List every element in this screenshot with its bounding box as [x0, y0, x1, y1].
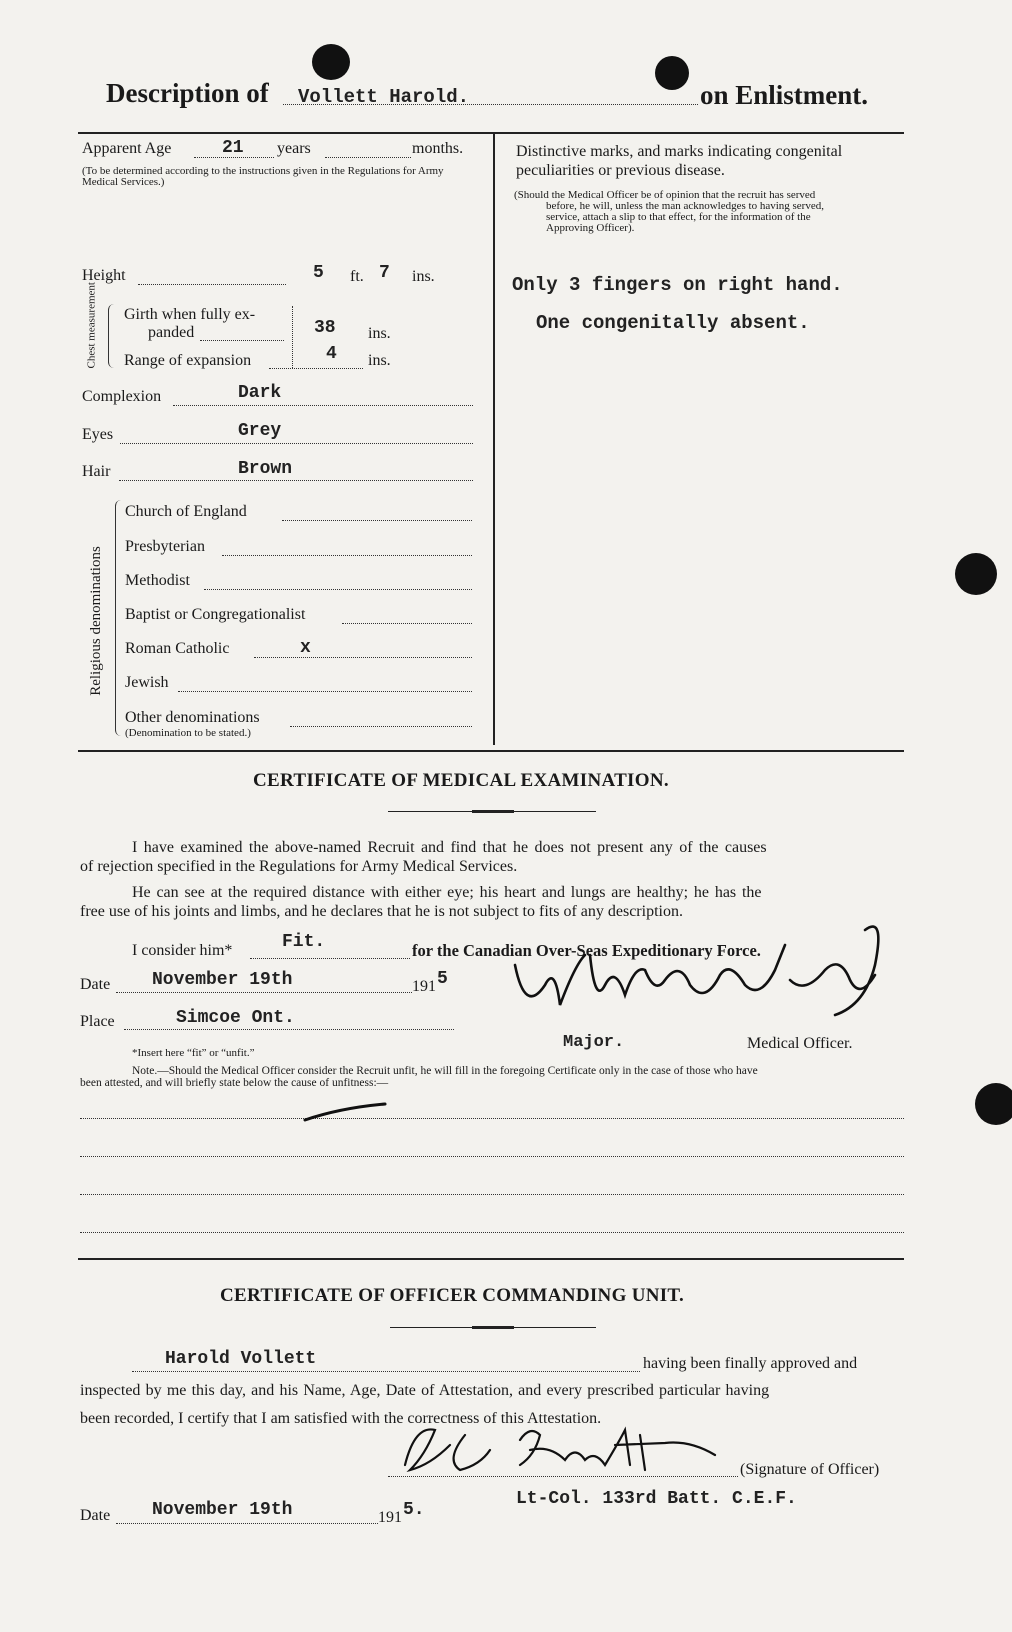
punch-hole-top-left — [312, 44, 350, 80]
religion-side-label — [87, 541, 105, 701]
header-prefix: Description of — [106, 78, 269, 108]
other-note: (Denomination to be stated.) — [125, 727, 251, 739]
range-ins-label: ins. — [368, 352, 391, 369]
medical-officer-label: Medical Officer. — [747, 1035, 853, 1052]
marks-line-2: One congenitally absent. — [536, 312, 810, 334]
religion-side-text: Religious denominations — [88, 546, 104, 696]
medical-title-rule-bold — [472, 810, 514, 813]
medical-title: CERTIFICATE OF MEDICAL EXAMINATION. — [253, 770, 669, 791]
years-label: years — [277, 140, 311, 157]
hair-label: Hair — [82, 463, 111, 480]
religion-item-methodist: Methodist — [125, 572, 190, 589]
eyes-dots — [120, 443, 473, 444]
chest-label: Chest measurement — [85, 282, 98, 369]
section-rule-2 — [78, 1258, 904, 1260]
medical-para1-line2: of rejection specified in the Regulations for Army Medical Services. — [80, 858, 518, 875]
commanding-date-label: Date — [80, 1507, 111, 1524]
medical-date-value: November 19th — [152, 970, 293, 990]
unfit-line-1 — [80, 1118, 904, 1119]
punch-hole-top-right — [655, 56, 689, 90]
baptist-dots — [342, 623, 472, 624]
commanding-date-value: November 19th — [152, 1500, 293, 1520]
punch-hole-right-2 — [975, 1083, 1012, 1125]
commanding-line3: been recorded, I certify that I am satisfied with the correctness of this Attestation. — [80, 1410, 602, 1427]
medical-date-label: Date — [80, 976, 111, 993]
marks-note-3: service, attach a slip to that effect, for the information of the — [546, 211, 811, 223]
girth-label-1: Girth when fully ex- — [124, 306, 256, 323]
height-ft: 5 — [313, 263, 324, 283]
marks-line-1: Only 3 fingers on right hand. — [512, 274, 843, 296]
top-rule — [78, 132, 904, 134]
medical-year-prefix: 191 — [412, 978, 436, 995]
other-dots — [290, 726, 472, 727]
consider-dots — [250, 958, 410, 959]
religion-item-baptist: Baptist or Congregationalist — [125, 606, 306, 623]
girth-value: 38 — [314, 318, 336, 338]
girth-rule — [292, 306, 294, 368]
recruit-name-dots — [132, 1371, 640, 1372]
punch-hole-right-1 — [955, 553, 997, 595]
header-name: Vollett Harold. — [298, 86, 470, 108]
complexion-value: Dark — [238, 383, 282, 403]
age-note: (To be determined according to the instructions given in the Regulations for Army Medical Services.) — [82, 165, 444, 188]
marks-note-2: before, he will, unless the man acknowledges to having served, — [546, 200, 824, 212]
consider-value: Fit. — [282, 932, 326, 952]
medical-officer-rank: Major. — [563, 1033, 625, 1052]
months-dots — [325, 157, 411, 158]
months-label: months. — [412, 140, 464, 157]
ft-label: ft. — [350, 268, 364, 285]
medical-para1-line1: I have examined the above-named Recruit and find that he does not present any of the causes — [132, 839, 767, 856]
range-label: Range of expansion — [124, 352, 252, 369]
complexion-dots — [173, 405, 473, 406]
commanding-title: CERTIFICATE OF OFFICER COMMANDING UNIT. — [220, 1285, 685, 1306]
marks-note-4: Approving Officer). — [546, 222, 635, 234]
commanding-date-dots — [116, 1523, 378, 1524]
medical-place-label: Place — [80, 1013, 115, 1030]
girth-label-2: panded — [148, 324, 195, 341]
girth-dots — [200, 340, 284, 341]
religion-item-presbyterian: Presbyterian — [125, 538, 205, 555]
marks-heading-1: Distinctive marks, and marks indicating congenital — [516, 143, 843, 160]
consider-label: I consider him* — [132, 942, 233, 959]
height-in: 7 — [379, 263, 390, 283]
unfit-line-4 — [80, 1232, 904, 1233]
unfit-line-2 — [80, 1156, 904, 1157]
height-label: Height — [82, 267, 126, 284]
signature-label: (Signature of Officer) — [740, 1461, 880, 1478]
force-label: for the Canadian Over-Seas Expeditionary Force. — [412, 941, 761, 960]
hair-value: Brown — [238, 459, 293, 479]
religion-item-other: Other denominations — [125, 709, 260, 726]
presbyterian-dots — [222, 555, 472, 556]
commanding-year-prefix: 191 — [378, 1509, 402, 1526]
commanding-title-rule-bold — [472, 1326, 514, 1329]
height-ins-label: ins. — [412, 268, 435, 285]
hair-dots — [119, 480, 473, 481]
commanding-line1-end: having been finally approved and — [643, 1355, 858, 1372]
complexion-label: Complexion — [82, 388, 162, 405]
recruit-name: Harold Vollett — [165, 1349, 317, 1369]
height-dots — [138, 284, 286, 285]
age-value: 21 — [222, 138, 244, 158]
range-value: 4 — [326, 344, 337, 364]
commanding-officer-signature — [390, 1415, 730, 1485]
medical-para2-line2: free use of his joints and limbs, and he declares that he is not subject to fits of any description. — [80, 903, 683, 920]
range-dots — [269, 368, 363, 369]
religion-item-jewish: Jewish — [125, 674, 169, 691]
commanding-line2: inspected by me this day, and his Name, Age, Date of Attestation, and every prescribed particular having — [80, 1382, 770, 1399]
officer-rank: Lt-Col. 133rd Batt. C.E.F. — [516, 1489, 797, 1509]
medical-date-dots — [116, 992, 412, 993]
marks-note-1: (Should the Medical Officer be of opinion that the recruit has served — [514, 189, 816, 201]
catholic-dots — [254, 657, 472, 658]
religion-item-roman-catholic: Roman Catholic — [125, 640, 230, 657]
signature-dots — [388, 1476, 738, 1477]
marks-heading-2: peculiarities or previous disease. — [516, 162, 725, 179]
commanding-year-digit: 5. — [403, 1500, 425, 1520]
medical-year-digit: 5 — [437, 969, 448, 989]
medical-place-value: Simcoe Ont. — [176, 1008, 295, 1028]
medical-para2-line1: He can see at the required distance with either eye; his heart and lungs are healthy; he has the — [132, 884, 762, 901]
church-dots — [282, 520, 472, 521]
jewish-dots — [178, 691, 472, 692]
column-divider — [493, 133, 495, 745]
medical-note-2: been attested, and will briefly state below the cause of unfitness:— — [80, 1077, 389, 1089]
age-label: Apparent Age — [82, 140, 172, 157]
medical-officer-signature — [505, 925, 905, 1035]
eyes-value: Grey — [238, 421, 282, 441]
header-suffix: on Enlistment. — [700, 80, 869, 110]
roman-catholic-mark: x — [300, 638, 311, 658]
insert-note: *Insert here “fit” or “unfit.” — [132, 1047, 255, 1059]
medical-note-1: Note.—Should the Medical Officer consider the Recruit unfit, he will fill in the foregoing Certificate only in the case of those who have — [132, 1065, 758, 1077]
pen-stroke — [300, 1100, 390, 1130]
chest-brace — [108, 304, 119, 368]
methodist-dots — [204, 589, 472, 590]
eyes-label: Eyes — [82, 426, 114, 443]
medical-place-dots — [124, 1029, 454, 1030]
section-rule-1 — [78, 750, 904, 752]
unfit-line-3 — [80, 1194, 904, 1195]
religion-item-church-of-england: Church of England — [125, 503, 247, 520]
girth-ins-label: ins. — [368, 325, 391, 342]
